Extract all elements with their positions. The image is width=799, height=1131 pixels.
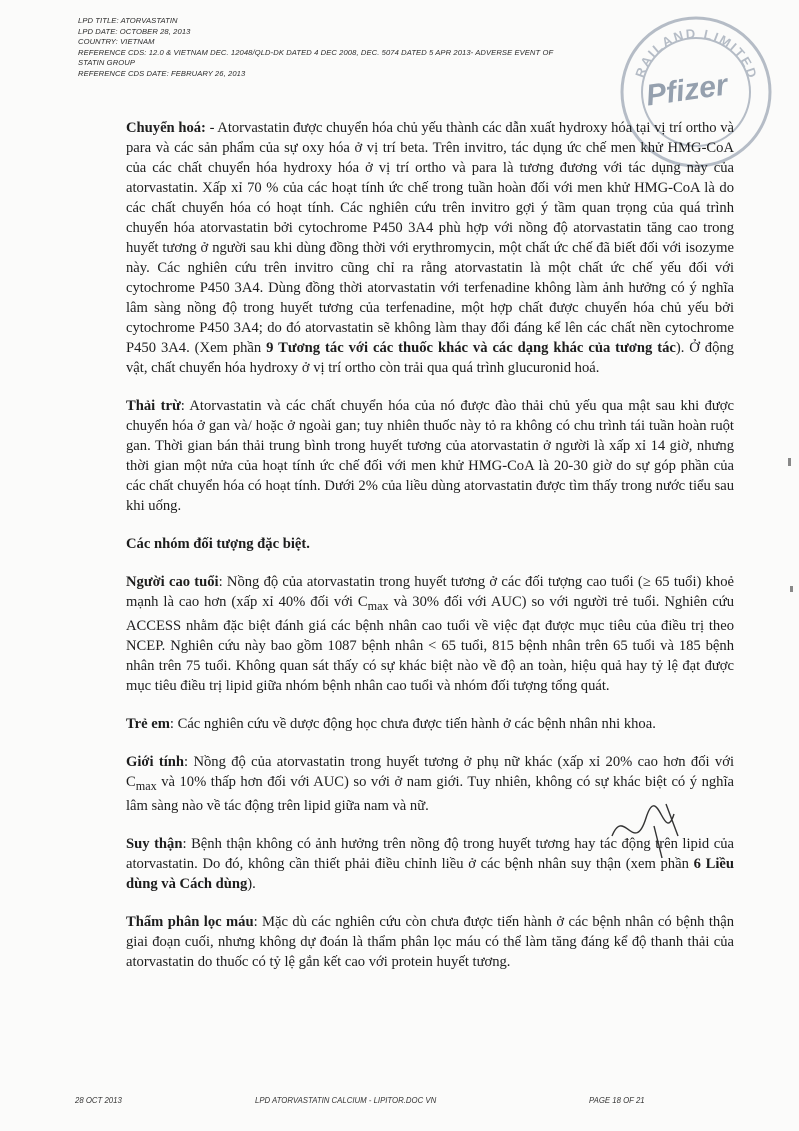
header-country: COUNTRY: VIETNAM xyxy=(78,37,155,47)
footer-date: 28 OCT 2013 xyxy=(75,1096,122,1105)
label-renal-insufficiency: Suy thận xyxy=(126,835,183,852)
header-lpd-title: LPD TITLE: ATORVASTATIN xyxy=(78,16,178,25)
footer-page-number: PAGE 18 OF 21 xyxy=(589,1096,645,1105)
pfizer-logo-stamp: Pfizer xyxy=(644,68,730,113)
label-hemodialysis: Thẩm phân lọc máu xyxy=(126,913,254,930)
paragraph-pediatric: Trẻ em: Các nghiên cứu về dược động học chưa được tiến hành ở các bệnh nhân nhi khoa. xyxy=(126,715,656,732)
handwritten-signature xyxy=(604,796,694,866)
paragraph-renal-insufficiency: Suy thận: Bệnh thận không có ảnh hưởng trên nồng độ trong huyết tương hay tác động trên lipid của atorvastatin. Do đó, không cần thiết phải điều chỉnh liều ở các bệnh nhân suy thận (xem phần 6 Liều dùng và Cách dùng). xyxy=(126,835,734,892)
paragraph-elimination: Thải trừ: Atorvastatin và các chất chuyển hóa của nó được đào thải chủ yếu qua mật sau khi được chuyển hóa ở gan và/ hoặc ở ngoài gan; tuy nhiên thuốc này tỏ ra không có chu trình tái tuần hoàn ruột gan. Thời gian bán thải trung bình trong huyết tương của atorvastatin ở người là xấp xỉ 14 giờ, nhưng thời gian một nửa của hoạt tính ức chế đối với men khử HMG-CoA là 20-30 giờ do sự góp phần của các chất chuyển hóa có hoạt tính. Dưới 2% của liều dùng atorvastatin được tìm thấy trong nước tiểu sau khi uống. xyxy=(126,398,735,514)
label-gender: Giới tính xyxy=(126,753,185,770)
section-ref-interactions: 9 Tương tác với các thuốc khác và các dạng khác của tương tác xyxy=(266,340,676,356)
section-ref-dosage: 6 Liều dùng và Cách dùng xyxy=(126,855,734,892)
label-elimination: Thải trừ xyxy=(126,398,181,414)
label-pediatric: Trẻ em xyxy=(126,715,170,732)
header-reference-cds-date: REFERENCE CDS DATE: FEBRUARY 26, 2013 xyxy=(78,68,246,78)
label-metabolism: Chuyển hoá: xyxy=(126,120,206,136)
label-elderly: Người cao tuổi xyxy=(126,574,219,590)
header-reference-cds-cont: STATIN GROUP xyxy=(78,58,136,68)
paragraph-metabolism: Chuyển hoá: - Atorvastatin được chuyển hóa chủ yếu thành các dẫn xuất hydroxy hóa tại vị trí ortho và para và các sản phẩm của sự oxy hóa ở vị trí beta. Trên invitro, tác dụng ức chế men khử HMG-CoA của các chất chuyển hóa hydroxy hóa ở vị trí ortho và para là tương đương với tác dụng này của atorvastatin. Xấp xỉ 70 % của các hoạt tính ức chế trong tuần hoàn đối với men khử HMG-CoA là do các chất chuyển hóa có hoạt tính. Các nghiên cứu trên invitro gợi ý tầm quan trọng của quá trình chuyển hóa atorvastatin bởi cytochrome P450 3A4 phù hợp với nồng độ atorvastatin tăng cao trong huyết tương ở người sau khi dùng đồng thời với erythromycin, một chất ức chế đã biết đối với isozyme này. Các nghiên cứu trên invitro cũng chỉ ra rằng atorvastatin là một chất ức chế yếu đối với cytochrome P450 3A4. Dùng đồng thời atorvastatin với terfenadine không làm ảnh hưởng có ý nghĩa lâm sàng nồng độ trong huyết tương của terfenadine, một hợp chất được chuyển hóa chủ yếu bởi cytochrome P450 3A4; do đó atorvastatin sẽ không làm thay đổi đáng kể lên các chất nền cytochrome P450 3A4. (Xem phần 9 Tương tác với các thuốc khác và các dạng khác của tương tác). Ở động vật, chất chuyển hóa hydroxy ở vị trí ortho còn trải qua quá trình glucuronid hoá. xyxy=(126,120,734,376)
section-heading-special-populations: Các nhóm đối tượng đặc biệt. xyxy=(126,536,310,552)
scan-edge-mark xyxy=(788,458,791,466)
paragraph-hemodialysis: Thẩm phân lọc máu: Mặc dù các nghiên cứu còn chưa được tiến hành ở các bệnh nhân có bệnh thận giai đoạn cuối, nhưng không dự đoán là thẩm phân lọc máu có thể làm tăng đáng kể độ thanh thải của atorvastatin do thuốc có tỷ lệ gắn kết cao với protein huyết tương. xyxy=(126,913,734,970)
footer-document-name: LPD ATORVASTATIN CALCIUM - LIPITOR.DOC VN xyxy=(255,1096,437,1105)
scan-edge-mark xyxy=(790,586,793,592)
header-lpd-date: LPD DATE: OCTOBER 28, 2013 xyxy=(78,26,191,36)
paragraph-elderly: Người cao tuổi: Nồng độ của atorvastatin trong huyết tương ở các đối tượng cao tuổi (≥ 65 tuổi) khoẻ mạnh là cao hơn (xấp xỉ 40% đối với $C_{max}$ và 30% đối với AUC) so với người trẻ tuổi. Nghiên cứu ACCESS nhằm đặc biệt đánh giá các bệnh nhân cao tuổi về việc đạt được mục tiêu của điều trị theo NCEP. Nghiên cứu này bao gồm 1087 bệnh nhân < 65 tuổi, 815 bệnh nhân trên 65 tuổi và 185 bệnh nhân trên 75 tuổi. Không quan sát thấy có sự khác biệt nào về độ an toàn, hiệu quả hay tỷ lệ đạt được mục tiêu điều trị lipid giữa nhóm bệnh nhân cao tuổi và nhóm đối tượng tổng quát. xyxy=(126,574,734,694)
header-reference-cds: REFERENCE CDS: 12.0 & VIETNAM DEC. 12048/QLD-DK DATED 4 DEC 2008, DEC. 5074 DATED 5 APR 2013- ADVERSE EVENT OF xyxy=(78,47,554,57)
paragraph-gender: Giới tính: Nồng độ của atorvastatin trong huyết tương ở phụ nữ khác (xấp xỉ 20% cao hơn đối với $C_{max}$ và 10% thấp hơn đối với AUC) so với ở nam giới. Tuy nhiên, không có sự khác biệt có ý nghĩa lâm sàng nào về tác động trên lipid giữa nam và nữ. xyxy=(126,753,734,814)
stamp-ring-text: RAILAND LIMITED xyxy=(632,25,761,82)
